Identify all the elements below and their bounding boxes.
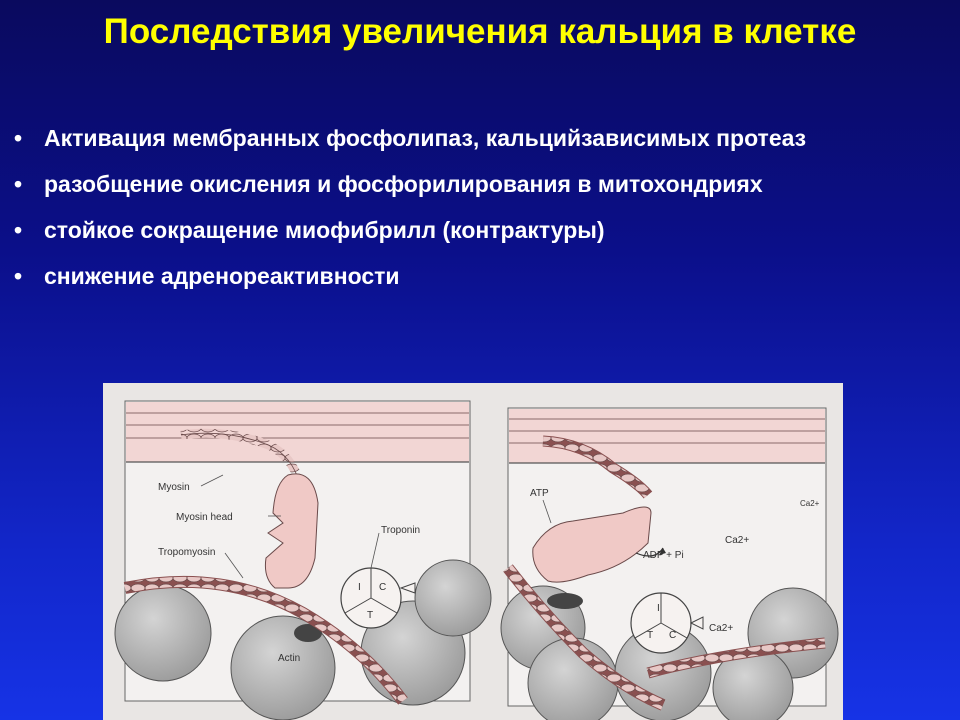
figure-svg [103,383,843,720]
bullet-dot-icon: • [14,217,23,243]
bullet-dot-icon: • [14,263,23,289]
troponin-i-label: I [358,582,361,593]
troponin-i-label: I [657,603,660,614]
myosin-binding-site [547,593,583,609]
atp-label: ATP [530,488,549,499]
thick-filament-band [126,402,469,462]
calcium-label: Ca2+ [725,535,750,546]
bullet-dot-icon: • [14,125,23,151]
troponin-t-label: T [367,610,374,621]
muscle-contraction-figure [103,383,843,720]
bullet-text: стойкое сокращение миофибрилл (контрактуры) [44,217,605,243]
bullet-list [14,118,914,302]
thick-filament-band [509,409,825,463]
bullet-text: Активация мембранных фосфолипаз, кальцийзависимых протеаз [44,125,807,151]
calcium-label: Ca2+ [800,499,820,508]
troponin-t-label: T [647,630,654,641]
bullet-text: разобщение окисления и фосфорилирования в митохондриях [44,171,763,197]
left-panel [115,401,491,720]
slide-title: Последствия увеличения кальция в клетке [103,12,857,51]
actin-globule [415,560,491,636]
actin-globule [115,585,211,681]
myosin-label: Myosin [158,482,190,493]
bullet-text: снижение адренореактивности [44,263,400,289]
troponin-c-label: C [669,630,677,641]
bullet-dot-icon: • [14,171,23,197]
right-panel [501,408,838,720]
bullet-item [14,256,914,296]
tropomyosin-label: Tropomyosin [158,547,216,558]
actin-label: Actin [278,653,301,664]
adp-pi-label: ADP + Pi [643,550,684,561]
bullet-item [14,118,914,158]
calcium-label: Ca2+ [709,623,734,634]
myosin-head-label: Myosin head [176,512,233,523]
troponin-c-label: C [379,582,387,593]
bullet-item [14,164,914,204]
bullet-item [14,210,914,250]
troponin-label: Troponin [381,525,421,536]
